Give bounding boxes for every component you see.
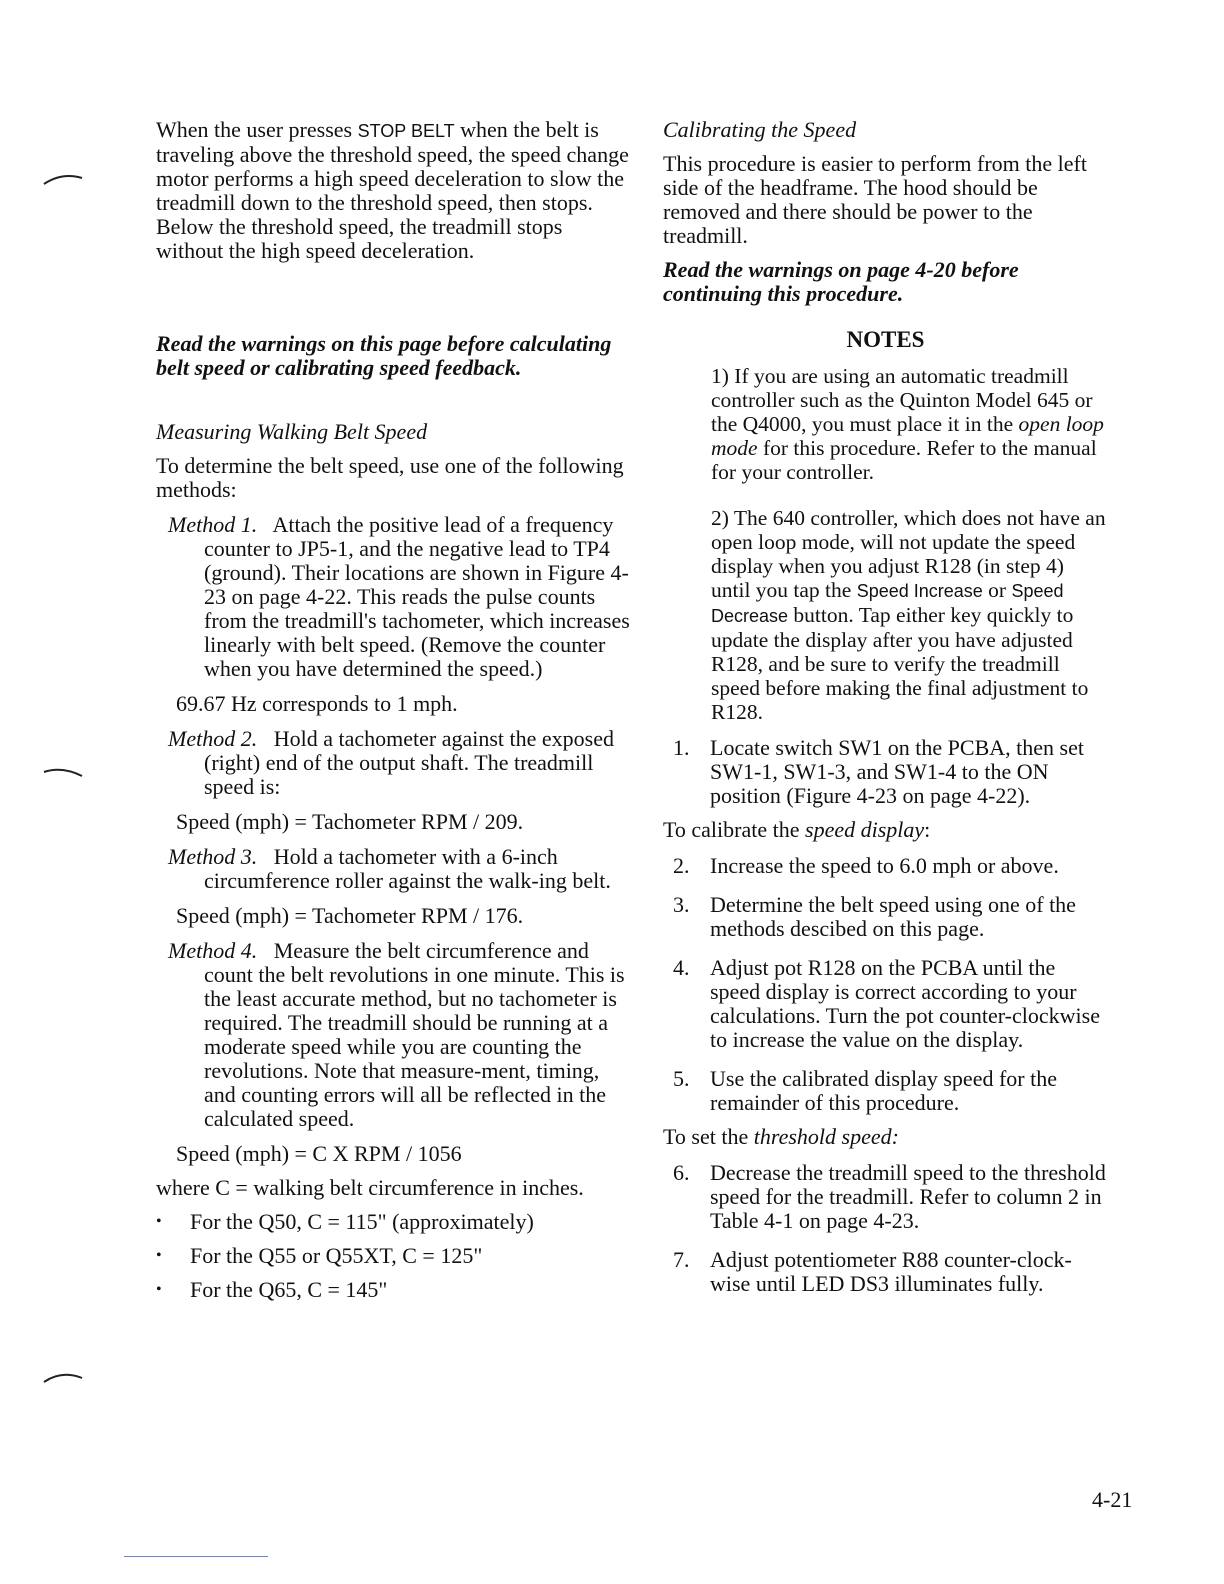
step-5: 5. Use the calibrated display speed for the remainder of this procedure. — [673, 1066, 1057, 1115]
footer-rule — [124, 1556, 268, 1557]
calibration-warning: Read the warnings on page 4-20 before continuing this procedure. — [663, 257, 1019, 306]
method-list — [156, 513, 632, 1166]
calibrating-intro: This procedure is easier to perform from the left side of the headframe. The hood should be removed and there should be power to the treadmill. — [663, 151, 1087, 248]
list-item: • For the Q65, C = 145" — [156, 1278, 632, 1302]
speed-decrease-key: Speed Decrease — [711, 581, 1064, 626]
step-4: 4. Adjust pot R128 on the PCBA until the speed display is correct according to your calculations. Turn the pot counter-clockwise to increase the value on the display. — [673, 955, 1100, 1052]
method-2-formula: Speed (mph) = Tachometer RPM / 209. — [176, 809, 524, 834]
method-1-formula: 69.67 Hz corresponds to 1 mph. — [176, 691, 458, 716]
list-item: • For the Q55 or Q55XT, C = 125" — [156, 1244, 632, 1268]
warning-text: Read the warnings on this page before calculating belt speed or calibrating speed feedback. — [156, 331, 612, 380]
method-4: Method 4. Measure the belt circumference and count the belt revolutions in one minute. This is the least accurate method, but no tachometer is required. The treadmill should be running at a moderate speed while you are counting the revolutions. Note that measure-ment, timing, and counting errors will all be reflected in the calculated speed. — [168, 938, 625, 1131]
page-number: 4-21 — [1092, 1487, 1133, 1512]
threshold-heading: To set the threshold speed: — [663, 1124, 899, 1149]
stop-belt-key: STOP BELT — [357, 121, 455, 141]
note-1: 1) If you are using an automatic treadmill controller such as the Quinton Model 645 or the Q4000, you must place it in the open loop mode for this procedure. Refer to the manual for your controller. — [711, 364, 1104, 484]
speed-increase-key: Speed Increase — [856, 581, 983, 601]
method-3-formula: Speed (mph) = Tachometer RPM / 176. — [176, 903, 524, 928]
method-3: Method 3. Hold a tachometer with a 6-inch circumference roller against the walk-ing belt. — [168, 844, 611, 893]
circumference-note: where C = walking belt circumference in inches. — [156, 1175, 584, 1200]
margin-mark — [40, 762, 86, 782]
calibrating-heading: Calibrating the Speed — [663, 117, 857, 142]
display-heading: To calibrate the speed display: — [663, 817, 931, 842]
method-1: Method 1. Attach the positive lead of a frequency counter to JP5-1, and the negative lead to TP4 (ground). Their locations are shown in Figure 4-23 on page 4-22. This reads the pulse counts from the treadmill's tachometer, which increases linearly with belt speed. (Remove the counter when you have determined the speed.) — [168, 512, 630, 681]
right-column — [663, 118, 1108, 1296]
intro-paragraph: When the user presses STOP BELT when the belt is traveling above the threshold speed, the speed change motor performs a high speed deceleration to slow the treadmill down to the threshold speed, then stops. Below the threshold speed, the treadmill stops without the high speed deceleration. — [156, 117, 629, 263]
list-item: • For the Q50, C = 115" (approximately) — [156, 1210, 632, 1234]
step-2: 2. Increase the speed to 6.0 mph or above. — [673, 853, 1059, 878]
measuring-heading: Measuring Walking Belt Speed — [156, 419, 428, 444]
notes-title: NOTES — [846, 327, 925, 352]
step-1: 1. Locate switch SW1 on the PCBA, then set SW1-1, SW1-3, and SW1-4 to the ON position (Figure 4-23 on page 4-22). — [673, 735, 1084, 808]
measuring-intro: To determine the belt speed, use one of the following methods: — [156, 453, 624, 502]
left-column — [156, 118, 632, 1302]
method-4-formula: Speed (mph) = C X RPM / 1056 — [176, 1141, 462, 1166]
method-2: Method 2. Hold a tachometer against the exposed (right) end of the output shaft. The treadmill speed is: — [168, 726, 614, 799]
note-2: 2) The 640 controller, which does not have an open loop mode, will not update the speed display when you adjust R128 (in step 4) until you tap the Speed Increase or Speed Decrease button. Tap either key quickly to update the display after you have adjusted R128, and be sure to verify the treadmill speed before making the final adjustment to R128. — [711, 506, 1106, 724]
step-6: 6. Decrease the treadmill speed to the threshold speed for the treadmill. Refer to column 2 in Table 4-1 on page 4-23. — [673, 1160, 1106, 1233]
margin-mark — [40, 1368, 86, 1388]
step-7: 7. Adjust potentiometer R88 counter-clock-wise until LED DS3 illuminates fully. — [673, 1247, 1072, 1296]
margin-mark — [40, 170, 86, 190]
step-3: 3. Determine the belt speed using one of the methods descibed on this page. — [673, 892, 1076, 941]
